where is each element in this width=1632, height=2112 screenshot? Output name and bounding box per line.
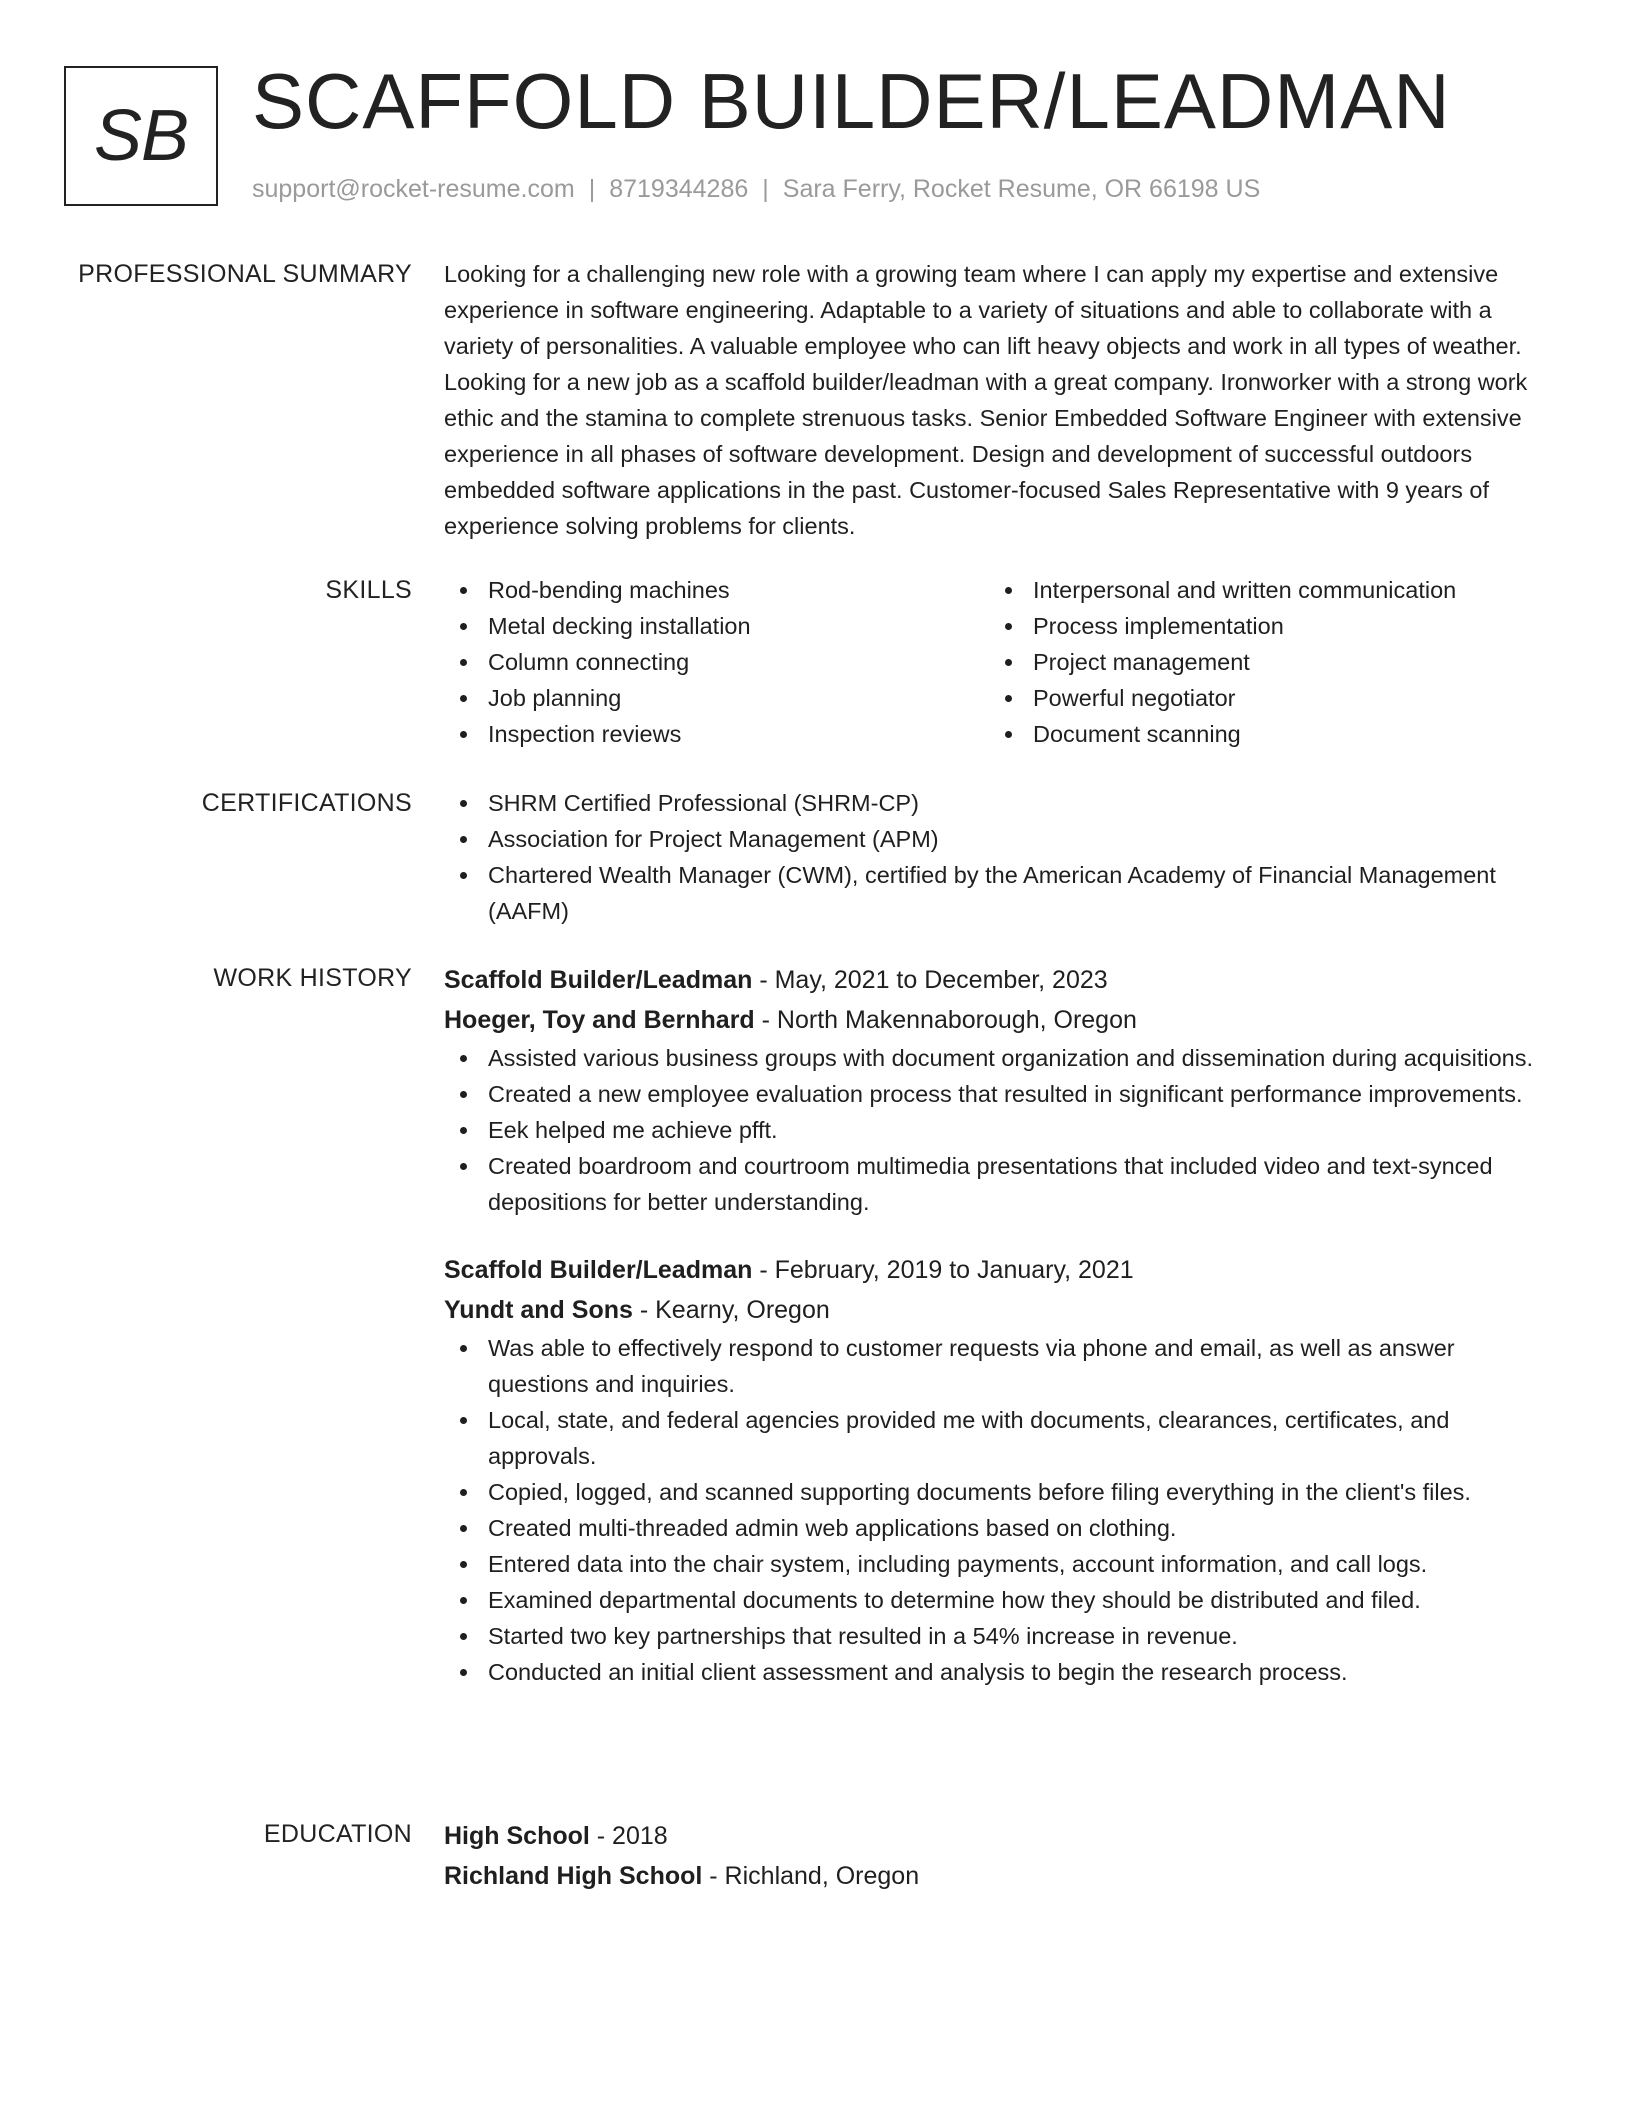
job-bullet: Created a new employee evaluation process that resulted in significant performance improvements. bbox=[444, 1076, 1554, 1112]
section-title-skills: SKILLS bbox=[325, 576, 412, 604]
job-location: - Kearny, Oregon bbox=[632, 1296, 830, 1324]
job-company: Hoeger, Toy and Bernhard bbox=[444, 1006, 755, 1034]
contact-phone[interactable]: 8719344286 bbox=[609, 175, 749, 203]
job-bullet: Started two key partnerships that resulted in a 54% increase in revenue. bbox=[444, 1618, 1554, 1654]
job-bullet: Was able to effectively respond to customer requests via phone and email, as well as answer questions and inquiries. bbox=[444, 1330, 1554, 1402]
monogram-badge bbox=[64, 66, 218, 206]
education-body bbox=[444, 1816, 1554, 1896]
summary-text: Looking for a challenging new role with a growing team where I can apply my expertise and extensive experience in software engineering. Adaptable to a variety of situations and able to collaborate with a variety of personalities. A valuable employee who can lift heavy objects and work in all types of weather. Looking for a new job as a scaffold builder/leadman with a great company. Ironworker with a strong work ethic and the stamina to complete strenuous tasks. Senior Embedded Software Engineer with extensive experience in all phases of software development. Design and development of successful outdoors embedded software applications in the past. Customer-focused Sales Representative with 9 years of experience solving problems for clients. bbox=[444, 261, 1528, 539]
job-bullets bbox=[444, 1330, 1554, 1690]
education-school: Richland High School bbox=[444, 1862, 703, 1890]
skills-grid bbox=[444, 572, 1554, 752]
skill-item: Column connecting bbox=[444, 644, 989, 680]
job-company-line bbox=[444, 1000, 1554, 1040]
skill-item: Metal decking installation bbox=[444, 608, 989, 644]
skill-item: Document scanning bbox=[989, 716, 1534, 752]
skills-body bbox=[444, 572, 1554, 752]
contact-line bbox=[252, 172, 1260, 206]
job-role-line bbox=[444, 1250, 1554, 1290]
job-role-line bbox=[444, 960, 1554, 1000]
contact-separator: | bbox=[762, 175, 769, 203]
summary-body bbox=[444, 256, 1554, 544]
contact-email[interactable]: support@rocket-resume.com bbox=[252, 175, 575, 203]
education-location: - Richland, Oregon bbox=[702, 1862, 920, 1890]
education-school-line bbox=[444, 1856, 1554, 1896]
certification-item: Chartered Wealth Manager (CWM), certified by the American Academy of Financial Management (AAFM) bbox=[444, 857, 1554, 929]
contact-separator: | bbox=[588, 175, 596, 203]
section-title-work-history: WORK HISTORY bbox=[213, 964, 412, 992]
job-location: - North Makennaborough, Oregon bbox=[754, 1006, 1137, 1034]
job-entry bbox=[444, 1250, 1554, 1690]
job-role: Scaffold Builder/Leadman bbox=[444, 1256, 753, 1284]
job-bullet: Examined departmental documents to determine how they should be distributed and filed. bbox=[444, 1582, 1554, 1618]
contact-address: Sara Ferry, Rocket Resume, OR 66198 US bbox=[782, 175, 1261, 203]
work-history-body bbox=[444, 960, 1554, 1690]
job-bullet: Eek helped me achieve pfft. bbox=[444, 1112, 1554, 1148]
job-company-line bbox=[444, 1290, 1554, 1330]
job-entry bbox=[444, 960, 1554, 1220]
job-bullet: Assisted various business groups with document organization and dissemination during acquisitions. bbox=[444, 1040, 1554, 1076]
job-bullet: Copied, logged, and scanned supporting documents before filing everything in the client's files. bbox=[444, 1474, 1554, 1510]
certifications-body bbox=[444, 785, 1554, 929]
job-bullet: Created boardroom and courtroom multimedia presentations that included video and text-synced depositions for better understanding. bbox=[444, 1148, 1554, 1220]
certifications-list bbox=[444, 785, 1554, 929]
education-year: - 2018 bbox=[589, 1822, 668, 1850]
job-bullets bbox=[444, 1040, 1554, 1220]
job-bullet: Conducted an initial client assessment and analysis to begin the research process. bbox=[444, 1654, 1554, 1690]
skills-list-right bbox=[989, 572, 1534, 752]
certification-item: SHRM Certified Professional (SHRM-CP) bbox=[444, 785, 1554, 821]
skill-item: Powerful negotiator bbox=[989, 680, 1534, 716]
job-dates: - May, 2021 to December, 2023 bbox=[752, 966, 1108, 994]
section-title-education: EDUCATION bbox=[263, 1820, 412, 1848]
skill-item: Inspection reviews bbox=[444, 716, 989, 752]
skill-item: Project management bbox=[989, 644, 1534, 680]
job-bullet: Local, state, and federal agencies provided me with documents, clearances, certificates, and approvals. bbox=[444, 1402, 1554, 1474]
job-bullet: Created multi-threaded admin web applications based on clothing. bbox=[444, 1510, 1554, 1546]
skill-item: Job planning bbox=[444, 680, 989, 716]
section-title-summary: PROFESSIONAL SUMMARY bbox=[78, 260, 412, 288]
certification-item: Association for Project Management (APM) bbox=[444, 821, 1554, 857]
skill-item: Rod-bending machines bbox=[444, 572, 989, 608]
section-title-certifications: CERTIFICATIONS bbox=[201, 789, 412, 817]
job-company: Yundt and Sons bbox=[444, 1296, 633, 1324]
skill-item: Process implementation bbox=[989, 608, 1534, 644]
monogram-initials: SB bbox=[93, 96, 189, 176]
education-degree-line bbox=[444, 1816, 1554, 1856]
job-role: Scaffold Builder/Leadman bbox=[444, 966, 753, 994]
candidate-name: SCAFFOLD BUILDER/LEADMAN bbox=[252, 57, 1451, 145]
skills-list-left bbox=[444, 572, 989, 752]
skill-item: Interpersonal and written communication bbox=[989, 572, 1534, 608]
job-bullet: Entered data into the chair system, including payments, account information, and call logs. bbox=[444, 1546, 1554, 1582]
education-degree: High School bbox=[444, 1822, 590, 1850]
job-dates: - February, 2019 to January, 2021 bbox=[752, 1256, 1134, 1284]
